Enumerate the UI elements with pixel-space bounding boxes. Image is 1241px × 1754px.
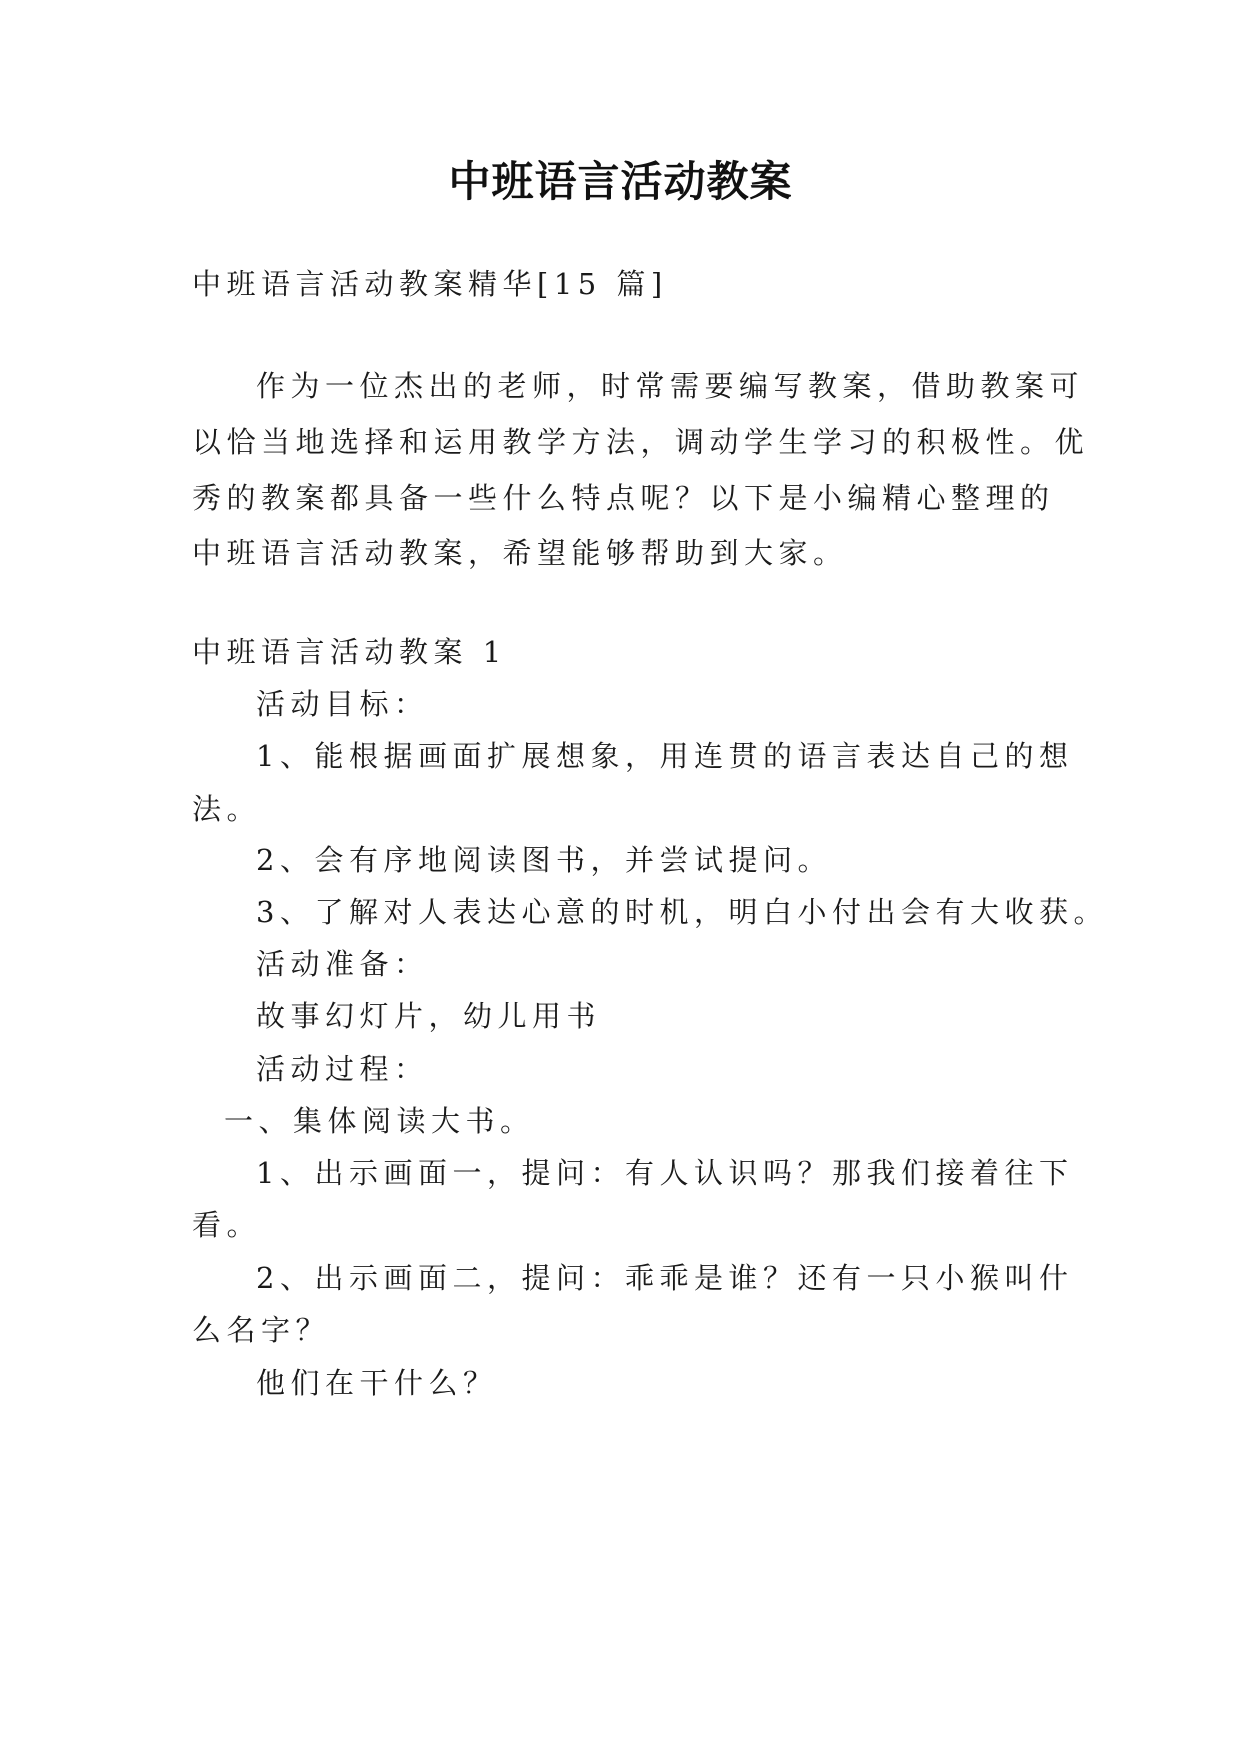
- body-line: 他们在干什么？: [256, 1366, 498, 1400]
- body-line: 2、出示画面二，提问：乖乖是谁？还有一只小猴叫什: [256, 1261, 1074, 1295]
- body-line: 1、出示画面一，提问：有人认识吗？那我们接着往下: [256, 1156, 1074, 1190]
- body-line: 么名字？: [192, 1313, 331, 1347]
- body-line: 一、集体阅读大书。: [224, 1104, 535, 1138]
- intro-line: 秀的教案都具备一些什么特点呢？以下是小编精心整理的: [192, 481, 1055, 515]
- document-subtitle: 中班语言活动教案精华[15 篇]: [192, 267, 668, 301]
- intro-line: 以恰当地选择和运用教学方法，调动学生学习的积极性。优: [192, 425, 1090, 459]
- intro-line: 作为一位杰出的老师，时常需要编写教案，借助教案可: [256, 369, 1085, 403]
- body-line: 法。: [192, 792, 262, 826]
- body-line: 3、了解对人表达心意的时机，明白小付出会有大收获。: [256, 895, 1108, 929]
- intro-line: 中班语言活动教案，希望能够帮助到大家。: [192, 536, 848, 570]
- body-line: 活动目标：: [256, 687, 429, 721]
- body-line: 看。: [192, 1208, 262, 1242]
- body-line: 故事幻灯片，幼儿用书: [256, 999, 602, 1033]
- document-title: 中班语言活动教案: [448, 157, 793, 206]
- body-line: 活动准备：: [256, 947, 429, 981]
- body-line: 2、会有序地阅读图书，并尝试提问。: [256, 843, 832, 877]
- body-line: 活动过程：: [256, 1052, 429, 1086]
- section-heading: 中班语言活动教案 1: [192, 635, 507, 669]
- body-line: 1、能根据画面扩展想象，用连贯的语言表达自己的想: [256, 739, 1074, 773]
